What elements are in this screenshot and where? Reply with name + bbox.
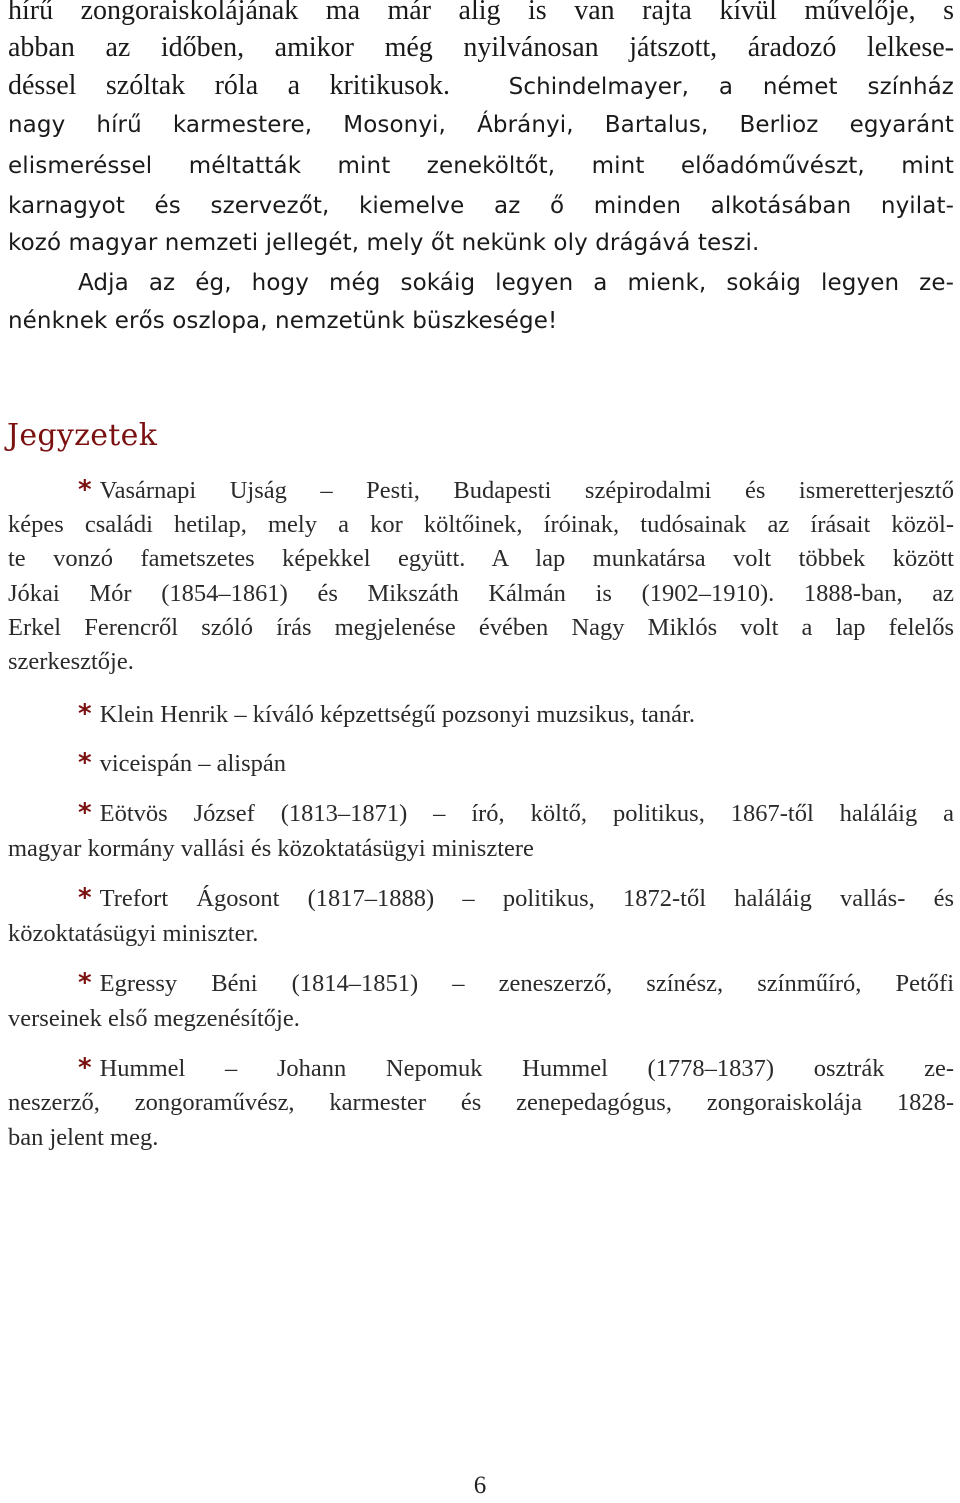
footnote-text: Trefort Ágosont (1817–1888) – politikus, 1872-től haláláig vallás- és	[99, 885, 954, 912]
main-text-line: nénknek erős oszlopa, nemzetünk büszkesége!	[8, 308, 558, 334]
main-text-line: abban az időben, amikor még nyilvánosan játszott, áradozó lelkese-	[8, 32, 954, 63]
main-text-segment: Schindelmayer, a német színház	[508, 74, 954, 100]
footnote-line	[78, 697, 954, 732]
footnote-marker: *	[78, 798, 92, 828]
footnote-text: Klein Henrik – kíváló képzettségű pozsonyi muzsikus, tanár.	[99, 701, 695, 728]
footnote-line	[78, 1051, 954, 1086]
main-text-line: hírű zongoraiskolájának ma már alig is van rajta kívül művelője, s	[8, 0, 954, 26]
footnote-line: ban jelent meg.	[8, 1124, 159, 1151]
footnote-text: Egressy Béni (1814–1851) – zeneszerző, színész, színműíró, Petőfi	[99, 970, 954, 997]
footnote-marker: *	[78, 699, 92, 729]
main-text-line: elismeréssel méltatták mint zeneköltőt, mint előadóművészt, mint	[8, 153, 954, 179]
footnote-marker: *	[78, 883, 92, 913]
footnote-line: Erkel Ferencről szóló írás megjelenése évében Nagy Miklós volt a lap felelős	[8, 614, 954, 641]
main-text-line: karnagyot és szervezőt, kiemelve az ő minden alkotásában nyilat-	[8, 193, 954, 219]
main-text-line: nagy hírű karmestere, Mosonyi, Ábrányi, Bartalus, Berlioz egyaránt	[8, 112, 954, 138]
footnote-line: szerkesztője.	[8, 648, 134, 675]
main-text-line: Adja az ég, hogy még sokáig legyen a mienk, sokáig legyen ze-	[78, 270, 954, 296]
main-text-segment: déssel szóltak róla a kritikusok.	[8, 70, 450, 101]
footnote-marker: *	[78, 968, 92, 998]
main-text-line: kozó magyar nemzeti jellegét, mely őt nekünk oly drágává teszi.	[8, 230, 760, 256]
footnote-text: viceispán – alispán	[99, 750, 287, 777]
footnote-marker: *	[78, 475, 92, 505]
main-text-line	[8, 67, 954, 105]
footnote-marker: *	[78, 1053, 92, 1083]
footnote-line	[78, 796, 954, 831]
footnote-line: verseinek első megzenésítője.	[8, 1005, 300, 1032]
page-number: 6	[473, 1472, 487, 1499]
footnote-text: Eötvös József (1813–1871) – író, költő, politikus, 1867-től haláláig a	[99, 800, 954, 827]
footnote-marker: *	[78, 748, 92, 778]
footnote-line: közoktatásügyi miniszter.	[8, 920, 259, 947]
footnote-text: Hummel – Johann Nepomuk Hummel (1778–1837) osztrák ze-	[99, 1055, 954, 1082]
footnote-line	[78, 881, 954, 916]
footnote-line: magyar kormány vallási és közoktatásügyi minisztere	[8, 835, 534, 862]
footnote-line: Jókai Mór (1854–1861) és Mikszáth Kálmán is (1902–1910). 1888-ban, az	[8, 580, 954, 607]
footnote-text: Vasárnapi Ujság – Pesti, Budapesti szépirodalmi és ismeretterjesztő	[99, 477, 954, 504]
notes-heading: Jegyzetek	[7, 418, 158, 453]
footnote-line: te vonzó fametszetes képekkel együtt. A lap munkatársa volt többek között	[8, 545, 954, 572]
footnote-line: képes családi hetilap, mely a kor költőinek, íróinak, tudósainak az írásait közöl-	[8, 511, 954, 538]
footnote-line	[78, 966, 954, 1001]
footnote-line: neszerző, zongoraművész, karmester és zenepedagógus, zongoraiskolája 1828-	[8, 1089, 954, 1116]
footnote-line	[78, 473, 954, 508]
footnote-line	[78, 746, 954, 781]
